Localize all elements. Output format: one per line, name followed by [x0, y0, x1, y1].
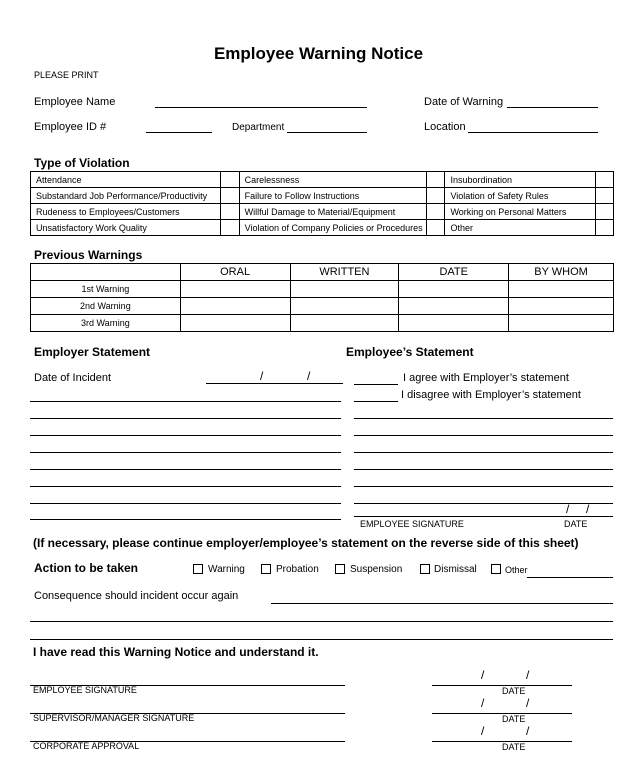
action-option-label: Probation — [276, 564, 319, 575]
table-cell[interactable] — [399, 315, 509, 332]
violation-option-label: Violation of Safety Rules — [445, 188, 596, 204]
employer-statement-line[interactable] — [30, 435, 341, 436]
action-option-label: Other — [505, 565, 528, 575]
continue-note: (If necessary, please continue employer/employee’s statement on the reverse side of this sheet) — [33, 536, 579, 550]
probation-checkbox[interactable] — [261, 564, 271, 574]
empty-header-cell — [31, 264, 181, 281]
violation-option-label: Insubordination — [445, 172, 596, 188]
column-header: BY WHOM — [509, 264, 614, 281]
violation-option-label: Working on Personal Matters — [445, 204, 596, 220]
violation-checkbox[interactable] — [596, 220, 614, 236]
violation-option-label: Unsatisfactory Work Quality — [31, 220, 221, 236]
action-option-label: Warning — [208, 564, 245, 575]
table-header-row — [31, 264, 614, 281]
date-label: DATE — [502, 714, 526, 724]
violation-checkbox[interactable] — [596, 204, 614, 220]
table-cell[interactable] — [399, 298, 509, 315]
violation-checkbox[interactable] — [596, 188, 614, 204]
date-separator: / — [526, 668, 530, 682]
employee-statement-line[interactable] — [354, 452, 613, 453]
violation-checkbox[interactable] — [426, 188, 445, 204]
employee-statement-line[interactable] — [354, 469, 613, 470]
disagree-field[interactable] — [354, 401, 398, 402]
consequence-line[interactable] — [30, 621, 613, 622]
violation-table — [30, 171, 614, 236]
page-title: Employee Warning Notice — [213, 44, 424, 63]
consequence-label: Consequence should incident occur again — [34, 590, 239, 602]
violation-option-label: Carelessness — [239, 172, 426, 188]
table-cell[interactable] — [509, 298, 614, 315]
violation-checkbox[interactable] — [596, 172, 614, 188]
employee-name-label: Employee Name — [34, 96, 116, 108]
date-separator: / — [260, 369, 264, 383]
violation-checkbox[interactable] — [426, 172, 445, 188]
date-separator: / — [566, 502, 570, 516]
violation-option-label: Rudeness to Employees/Customers — [31, 204, 221, 220]
action-heading: Action to be taken — [34, 561, 139, 575]
agree-label: I agree with Employer’s statement — [403, 372, 569, 384]
other-checkbox[interactable] — [491, 564, 501, 574]
employee-name-field[interactable] — [155, 107, 367, 108]
violation-option-label: Violation of Company Policies or Procedures — [239, 220, 426, 236]
violation-option-label: Attendance — [31, 172, 221, 188]
employee-statement-line[interactable] — [354, 503, 613, 504]
employer-statement-line[interactable] — [30, 469, 341, 470]
table-cell[interactable] — [399, 281, 509, 298]
violation-option-label: Other — [445, 220, 596, 236]
employee-statement-line[interactable] — [354, 418, 613, 419]
action-option-label: Dismissal — [434, 564, 477, 575]
violation-heading: Type of Violation — [34, 156, 130, 170]
consequence-field[interactable] — [271, 603, 613, 604]
date-of-incident-field[interactable] — [206, 383, 343, 384]
employer-statement-line[interactable] — [30, 401, 341, 402]
column-header: DATE — [399, 264, 509, 281]
date-separator: / — [586, 502, 590, 516]
table-cell[interactable] — [180, 281, 290, 298]
table-cell[interactable] — [509, 315, 614, 332]
date-of-incident-label: Date of Incident — [34, 372, 112, 384]
employee-id-field[interactable] — [146, 132, 212, 133]
row-label: 2nd Warning — [31, 298, 181, 315]
table-cell[interactable] — [290, 315, 399, 332]
date-separator: / — [526, 696, 530, 710]
violation-checkbox[interactable] — [426, 204, 445, 220]
location-field[interactable] — [468, 132, 598, 133]
row-label: 3rd Warning — [31, 315, 181, 332]
employer-statement-line[interactable] — [30, 418, 341, 419]
consequence-line[interactable] — [30, 639, 613, 640]
employee-statement-line[interactable] — [354, 486, 613, 487]
table-cell[interactable] — [290, 298, 399, 315]
violation-checkbox[interactable] — [426, 220, 445, 236]
date-separator: / — [481, 696, 485, 710]
violation-row — [31, 204, 614, 220]
date-of-warning-field[interactable] — [507, 107, 598, 108]
violation-checkbox[interactable] — [220, 204, 239, 220]
employee-id-label: Employee ID # — [34, 121, 107, 133]
employer-statement-line[interactable] — [30, 519, 341, 520]
violation-row — [31, 188, 614, 204]
previous-warnings-heading: Previous Warnings — [34, 248, 143, 262]
violation-checkbox[interactable] — [220, 220, 239, 236]
violation-row — [31, 220, 614, 236]
employer-statement-line[interactable] — [30, 486, 341, 487]
department-field[interactable] — [287, 132, 367, 133]
violation-row — [31, 172, 614, 188]
date-label: DATE — [564, 519, 588, 529]
supervisor-signature-label: SUPERVISOR/MANAGER SIGNATURE — [33, 713, 195, 723]
violation-option-label: Substandard Job Performance/Productivity — [31, 188, 221, 204]
previous-warnings-table — [30, 263, 614, 332]
location-label: Location — [424, 121, 466, 133]
row-label: 1st Warning — [31, 281, 181, 298]
date-separator: / — [526, 724, 530, 738]
dismissal-checkbox[interactable] — [420, 564, 430, 574]
table-cell[interactable] — [180, 298, 290, 315]
violation-checkbox[interactable] — [220, 188, 239, 204]
employee-signature-line[interactable] — [354, 516, 613, 517]
warning-checkbox[interactable] — [193, 564, 203, 574]
disagree-label: I disagree with Employer’s statement — [401, 389, 581, 401]
action-option-label: Suspension — [350, 564, 403, 575]
employee-statement-heading: Employee’s Statement — [346, 345, 474, 359]
acknowledge-text: I have read this Warning Notice and understand it. — [33, 645, 319, 659]
table-row — [31, 281, 614, 298]
table-cell[interactable] — [180, 315, 290, 332]
table-row — [31, 298, 614, 315]
violation-option-label: Failure to Follow Instructions — [239, 188, 426, 204]
column-header: WRITTEN — [290, 264, 399, 281]
violation-checkbox[interactable] — [220, 172, 239, 188]
employer-statement-line[interactable] — [30, 452, 341, 453]
employee-statement-line[interactable] — [354, 435, 613, 436]
violation-option-label: Willful Damage to Material/Equipment — [239, 204, 426, 220]
column-header: ORAL — [180, 264, 290, 281]
please-print-label: PLEASE PRINT — [34, 70, 99, 80]
corporate-approval-label: CORPORATE APPROVAL — [33, 741, 140, 751]
agree-field[interactable] — [354, 384, 398, 385]
table-row — [31, 315, 614, 332]
employee-signature-label: EMPLOYEE SIGNATURE — [360, 519, 464, 529]
date-of-warning-label: Date of Warning — [424, 96, 504, 108]
employer-statement-line[interactable] — [30, 503, 341, 504]
suspension-checkbox[interactable] — [335, 564, 345, 574]
date-label: DATE — [502, 686, 526, 696]
department-label: Department — [232, 122, 285, 133]
table-cell[interactable] — [290, 281, 399, 298]
date-label: DATE — [502, 742, 526, 752]
other-field[interactable] — [527, 577, 613, 578]
employee-signature-label: EMPLOYEE SIGNATURE — [33, 685, 137, 695]
date-separator: / — [481, 668, 485, 682]
table-cell[interactable] — [509, 281, 614, 298]
date-separator: / — [307, 369, 311, 383]
date-separator: / — [481, 724, 485, 738]
employer-statement-heading: Employer Statement — [34, 345, 151, 359]
